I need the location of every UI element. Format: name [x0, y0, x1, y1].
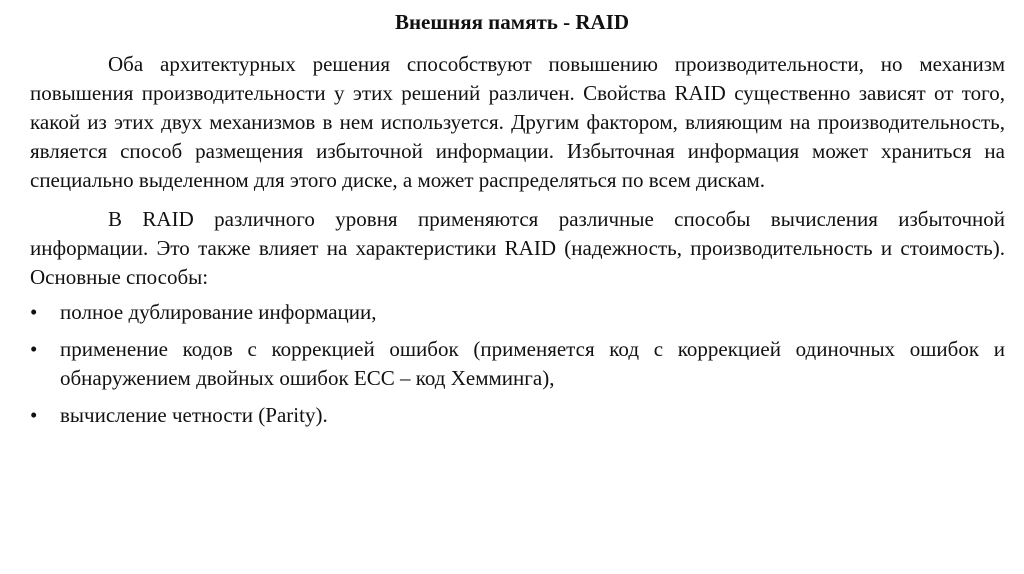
paragraph-1-text: Оба архитектурных решения способствуют повышению производительности, но механизм повышения производительности у этих решений различен. Свойства RAID существенно зависят от того, какой из этих двух механизмов в нем используется. Другим фактором, влияющим на производительность, является способ размещения избыточной информации. Избыточная информация может храниться на специально выделенном для этого диске, а может распределяться по всем дискам. — [30, 52, 1005, 192]
list-item — [30, 401, 1005, 430]
bullet-list — [30, 298, 1005, 430]
paragraph-2-text: В RAID различного уровня применяются различные способы вычисления избыточной информации. Это также влияет на характеристики RAID (надежность, производительность и стоимость). Основные способы: — [30, 207, 1005, 289]
slide-body — [30, 50, 1005, 438]
paragraph-2 — [30, 205, 1005, 292]
paragraph-1 — [30, 50, 1005, 195]
list-item-text: применение кодов с коррекцией ошибок (применяется код с коррекцией одиночных ошибок и обнаружением двойных ошибок ECC – код Хемминга), — [60, 337, 1005, 390]
bullet-icon: • — [30, 300, 38, 324]
list-item — [30, 298, 1005, 327]
slide-title: Внешняя память - RAID — [394, 10, 630, 34]
list-item — [30, 335, 1005, 393]
bullet-icon: • — [30, 337, 38, 361]
list-item-text: полное дублирование информации, — [60, 300, 377, 324]
bullet-icon: • — [30, 403, 38, 427]
list-item-text: вычисление четности (Parity). — [60, 403, 328, 427]
